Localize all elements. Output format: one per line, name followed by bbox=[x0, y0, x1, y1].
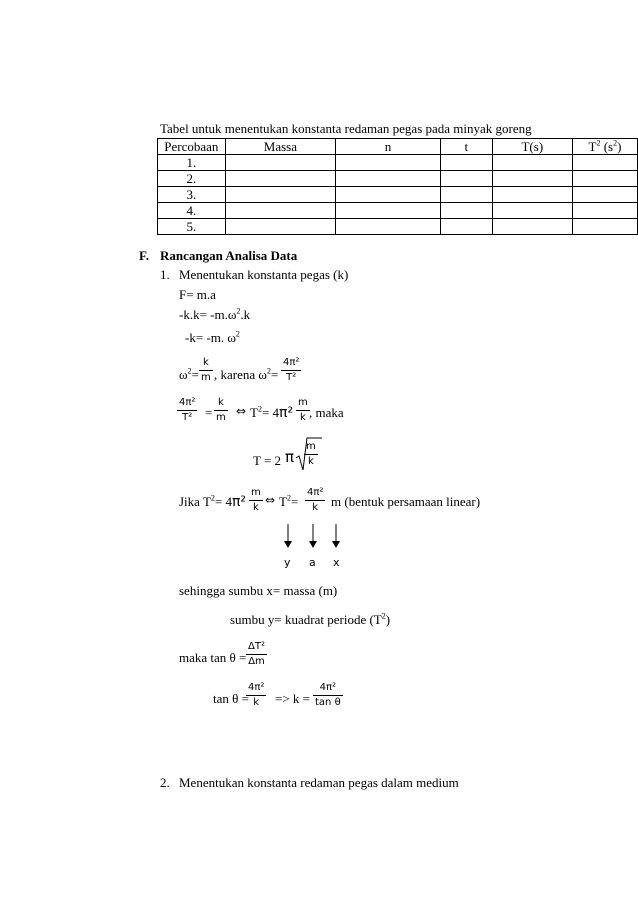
table-header-cell: Massa bbox=[225, 139, 335, 155]
fraction-bar bbox=[296, 410, 310, 411]
fraction-bar bbox=[199, 370, 213, 371]
equals-sign: = bbox=[191, 367, 199, 382]
table-cell bbox=[572, 187, 637, 203]
item-title: Menentukan konstanta pegas (k) bbox=[179, 267, 349, 282]
table-cell: 1. bbox=[158, 155, 226, 171]
down-arrow-icon bbox=[332, 524, 340, 548]
table-cell bbox=[492, 171, 572, 187]
item-title: Menentukan konstanta redaman pegas dalam medium bbox=[179, 775, 459, 790]
table-cell bbox=[225, 203, 335, 219]
equation-text bbox=[250, 406, 293, 420]
fraction-denominator: k bbox=[253, 697, 260, 708]
table-header-cell: t bbox=[440, 139, 492, 155]
fraction-dt2-over-dm bbox=[246, 641, 267, 668]
fraction-numerator: k bbox=[202, 357, 209, 368]
fraction-denominator: T² bbox=[286, 372, 297, 383]
arrow-label-a: a bbox=[309, 556, 316, 569]
fraction-bar bbox=[249, 500, 263, 501]
table-cell bbox=[225, 219, 335, 235]
table-cell: 3. bbox=[158, 187, 226, 203]
superscript: 2 bbox=[381, 611, 386, 621]
equals-sign: = bbox=[270, 367, 279, 382]
table-cell bbox=[492, 219, 572, 235]
t-symbol: T bbox=[279, 494, 287, 509]
table-cell bbox=[336, 203, 441, 219]
fraction-k-over-m bbox=[199, 357, 213, 384]
fraction-denominator: k bbox=[307, 456, 314, 467]
fraction-m-over-k bbox=[249, 487, 263, 514]
table-cell bbox=[440, 219, 492, 235]
linear-form-text: m (bentuk persamaan linear) bbox=[331, 494, 481, 509]
equation-text: sumbu y= kuadrat periode (T bbox=[230, 612, 382, 627]
fraction-numerator: m bbox=[251, 487, 261, 498]
fraction-numerator: m bbox=[306, 441, 316, 452]
fraction-numerator: 4π² bbox=[248, 682, 265, 693]
table-cell bbox=[572, 203, 637, 219]
equation-text: = 4 bbox=[261, 405, 280, 420]
fraction-bar bbox=[177, 410, 197, 411]
table-cell: 5. bbox=[158, 219, 226, 235]
fraction-numerator: m bbox=[298, 397, 308, 408]
equals-sign: = bbox=[290, 494, 299, 509]
table-row bbox=[158, 203, 638, 219]
table-caption: Tabel untuk menentukan konstanta redaman pegas pada minyak goreng bbox=[160, 121, 532, 136]
arrow-label-x: x bbox=[333, 556, 340, 569]
fraction-denominator: k bbox=[252, 502, 259, 513]
section-title: Rancangan Analisa Data bbox=[160, 248, 298, 263]
table-row bbox=[158, 187, 638, 203]
iff-arrow-icon: ⇔ bbox=[265, 493, 276, 507]
fraction-numerator: ΔT² bbox=[248, 641, 265, 652]
fraction-numerator: 4π² bbox=[307, 487, 324, 498]
fraction-numerator: 4π² bbox=[179, 397, 196, 408]
fraction-bar bbox=[281, 370, 301, 371]
equation-line bbox=[179, 308, 250, 321]
equation-text: -k= -m. ω bbox=[185, 330, 236, 345]
table-cell: 4. bbox=[158, 203, 226, 219]
sumbu-x-text: sehingga sumbu x= massa (m) bbox=[179, 583, 338, 598]
fraction-4pi2-over-t2 bbox=[177, 397, 197, 424]
superscript: 2 bbox=[257, 404, 262, 414]
superscript: 2 bbox=[210, 493, 215, 503]
header-unit-text: (s bbox=[600, 139, 614, 154]
table-cell bbox=[492, 187, 572, 203]
table-cell bbox=[572, 219, 637, 235]
equation-text: tan θ = bbox=[213, 691, 249, 706]
jika-text: Jika T bbox=[179, 494, 211, 509]
equation-line bbox=[185, 331, 240, 344]
table-row bbox=[158, 155, 638, 171]
equation-line: F= m.a bbox=[179, 287, 216, 302]
superscript: 2 bbox=[236, 306, 241, 316]
table-cell bbox=[336, 171, 441, 187]
table-cell bbox=[225, 155, 335, 171]
table-cell bbox=[336, 155, 441, 171]
table-header-row bbox=[158, 139, 638, 155]
table-header-cell: T(s) bbox=[492, 139, 572, 155]
equation-text bbox=[179, 368, 199, 381]
fraction-k-over-m bbox=[214, 397, 228, 424]
fraction-bar bbox=[246, 695, 266, 696]
fraction-denominator: m bbox=[201, 372, 211, 383]
fraction-numerator: 4π² bbox=[319, 682, 337, 693]
mapping-arrows bbox=[280, 522, 350, 550]
down-arrow-icon bbox=[284, 524, 292, 548]
fraction-bar bbox=[246, 654, 267, 655]
superscript: 2 bbox=[266, 366, 271, 376]
equation-text: => k = bbox=[275, 691, 310, 706]
equation-text: = 4 bbox=[214, 494, 232, 509]
fraction-4pi2-over-tan bbox=[313, 682, 343, 709]
table-header-cell: n bbox=[336, 139, 441, 155]
table-cell bbox=[572, 171, 637, 187]
pi-squared: π² bbox=[279, 405, 294, 421]
equation-text bbox=[279, 495, 298, 508]
superscript: 2 bbox=[187, 366, 192, 376]
equation-text: maka tan θ = bbox=[179, 650, 247, 665]
table-cell bbox=[492, 155, 572, 171]
table-cell bbox=[225, 171, 335, 187]
maka-text: , maka bbox=[309, 405, 344, 420]
fraction-denominator: T² bbox=[182, 412, 193, 423]
item-number: 2. bbox=[160, 775, 170, 790]
data-table bbox=[157, 138, 638, 235]
table-cell bbox=[225, 187, 335, 203]
table-header-cell bbox=[572, 139, 637, 155]
fraction-denominator: k bbox=[312, 502, 319, 513]
equals-sign: = bbox=[205, 405, 213, 420]
equation-text bbox=[179, 495, 246, 509]
header-t-label: T bbox=[588, 139, 597, 154]
fraction-numerator: 4π² bbox=[283, 357, 300, 368]
header-unit-close: ) bbox=[617, 139, 622, 154]
equation-text: -k.k= -m.ω bbox=[179, 307, 237, 322]
pi-squared: π² bbox=[232, 494, 247, 510]
superscript: 2 bbox=[235, 329, 240, 339]
section-letter: F. bbox=[139, 248, 149, 263]
equation-text: ) bbox=[385, 612, 391, 627]
table-cell bbox=[440, 155, 492, 171]
down-arrow-icon bbox=[309, 524, 317, 548]
arrow-label-y: y bbox=[284, 556, 291, 569]
fraction-denominator: Δm bbox=[248, 656, 265, 667]
omega-symbol: ω bbox=[179, 367, 188, 382]
equation-text: .k bbox=[240, 307, 251, 322]
table-cell bbox=[440, 203, 492, 219]
fraction-bar bbox=[313, 695, 343, 696]
fraction-denominator: k bbox=[299, 412, 306, 423]
fraction-numerator: k bbox=[217, 397, 224, 408]
fraction-4pi2-over-t2 bbox=[281, 357, 301, 384]
fraction-denominator: tan θ bbox=[315, 697, 341, 708]
item-number: 1. bbox=[160, 267, 170, 282]
table-cell bbox=[336, 187, 441, 203]
table-cell bbox=[572, 155, 637, 171]
pi-symbol: π bbox=[285, 448, 295, 466]
fraction-4pi2-over-k bbox=[246, 682, 266, 709]
table-header-cell: Percobaan bbox=[158, 139, 226, 155]
fraction-m-over-k bbox=[304, 441, 318, 468]
superscript: 2 bbox=[613, 138, 618, 148]
fraction-m-over-k bbox=[296, 397, 310, 424]
table-cell bbox=[492, 203, 572, 219]
table-cell bbox=[440, 187, 492, 203]
fraction-denominator: m bbox=[216, 412, 226, 423]
table-cell bbox=[440, 171, 492, 187]
superscript: 2 bbox=[286, 493, 291, 503]
iff-arrow-icon: ⇔ bbox=[236, 404, 247, 418]
superscript: 2 bbox=[596, 138, 601, 148]
karena-text: , karena ω bbox=[214, 367, 267, 382]
fraction-bar bbox=[305, 500, 325, 501]
equation-text bbox=[214, 368, 278, 381]
fraction-bar bbox=[304, 454, 318, 455]
t-symbol: T bbox=[250, 405, 258, 420]
fraction-4pi2-over-k bbox=[305, 487, 325, 514]
fraction-bar bbox=[214, 410, 228, 411]
table-cell bbox=[336, 219, 441, 235]
table-cell: 2. bbox=[158, 171, 226, 187]
table-row bbox=[158, 171, 638, 187]
equation-text: T = 2 bbox=[253, 453, 282, 468]
table-row bbox=[158, 219, 638, 235]
sumbu-y-text bbox=[230, 613, 390, 626]
